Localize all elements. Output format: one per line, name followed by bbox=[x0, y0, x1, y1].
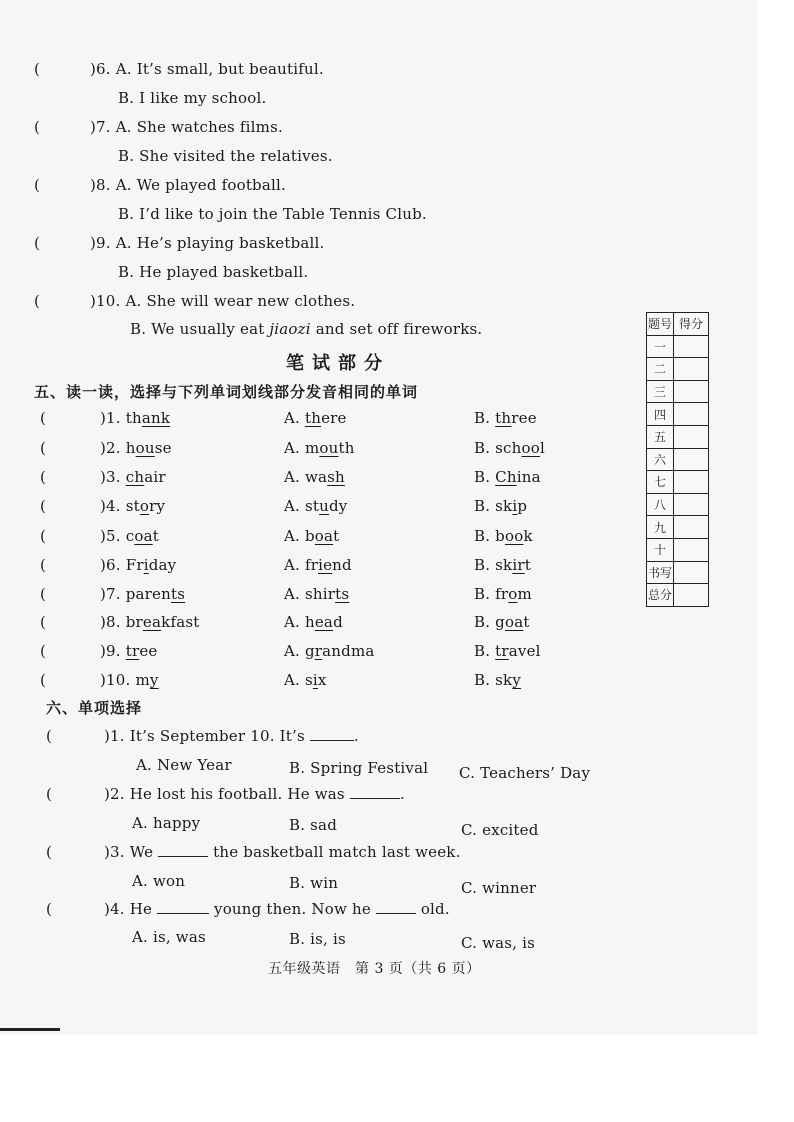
phonics-option-b: B. China bbox=[474, 468, 541, 486]
underlined-part: i bbox=[512, 497, 518, 515]
score-table-item-label: 七 bbox=[647, 471, 674, 494]
score-table-score-cell bbox=[674, 425, 709, 448]
page-fold-mark bbox=[0, 1028, 60, 1031]
phonics-option-b: B. book bbox=[474, 527, 533, 545]
page-footer: 五年级英语 第 3 页（共 6 页） bbox=[268, 961, 481, 977]
answer-paren: ( bbox=[40, 585, 47, 603]
underlined-part: ank bbox=[141, 409, 171, 427]
phonics-option-a: A. mouth bbox=[284, 439, 355, 457]
mc-q3-option-c: C. winner bbox=[461, 879, 537, 897]
score-table-row bbox=[647, 493, 709, 516]
mc-q3-stem: )3. We the basketball match last week. bbox=[104, 843, 461, 861]
score-table-row bbox=[647, 358, 709, 381]
phonics-target-word: )5. coat bbox=[100, 527, 159, 545]
answer-blank bbox=[158, 844, 208, 857]
score-table-score-cell bbox=[674, 380, 709, 403]
underlined-part: ch bbox=[125, 468, 145, 486]
answer-paren: ( bbox=[34, 176, 40, 194]
phonics-option-a: A. grandma bbox=[284, 642, 375, 660]
underlined-part: ea bbox=[142, 613, 162, 631]
mc-q2-option-a: A. happy bbox=[132, 814, 201, 832]
score-table-row bbox=[647, 471, 709, 494]
score-table-row bbox=[647, 561, 709, 584]
phonics-option-a: A. boat bbox=[284, 527, 340, 545]
mc-q4-option-c: C. was, is bbox=[461, 934, 535, 952]
phonics-option-a: A. wash bbox=[284, 468, 345, 486]
phonics-option-a: A. head bbox=[284, 613, 343, 631]
answer-paren: ( bbox=[40, 613, 47, 631]
underlined-part: sh bbox=[327, 468, 345, 486]
score-table-item-label: 总分 bbox=[647, 584, 674, 607]
underlined-part: oo bbox=[521, 439, 540, 457]
underlined-part: ea bbox=[314, 613, 334, 631]
phonics-option-b: B. from bbox=[474, 585, 532, 603]
answer-paren: ( bbox=[40, 527, 47, 545]
answer-blank bbox=[157, 901, 209, 914]
mc-q2-option-b: B. sad bbox=[289, 816, 338, 834]
underlined-part: Ch bbox=[495, 468, 517, 486]
phonics-option-b: B. skirt bbox=[474, 556, 531, 574]
phonics-target-word: )6. Friday bbox=[100, 556, 177, 574]
mc-q2-option-c: C. excited bbox=[461, 821, 539, 839]
answer-paren: ( bbox=[40, 439, 47, 457]
underlined-part: y bbox=[149, 671, 159, 689]
score-table-score-cell bbox=[674, 516, 709, 539]
listening-item-10-b: B. We usually eat jiaozi and set off fireworks. bbox=[130, 320, 483, 338]
phonics-target-word: )7. parents bbox=[100, 585, 186, 603]
answer-blank bbox=[350, 786, 400, 799]
answer-paren: ( bbox=[34, 292, 40, 310]
underlined-part: ts bbox=[335, 585, 350, 603]
phonics-option-a: A. shirts bbox=[284, 585, 350, 603]
answer-paren: ( bbox=[40, 497, 47, 515]
phonics-option-b: B. skip bbox=[474, 497, 528, 515]
score-table-item-label: 十 bbox=[647, 538, 674, 561]
score-table-row bbox=[647, 584, 709, 607]
underlined-part: ie bbox=[318, 556, 333, 574]
score-table-row bbox=[647, 448, 709, 471]
phonics-target-word: )9. tree bbox=[100, 642, 158, 660]
mc-q1-option-a: A. New Year bbox=[136, 756, 232, 774]
phonics-target-word: )10. my bbox=[100, 671, 159, 689]
score-table-score-cell bbox=[674, 448, 709, 471]
phonics-target-word: )8. breakfast bbox=[100, 613, 200, 631]
answer-paren: ( bbox=[34, 118, 40, 136]
score-table-score-cell bbox=[674, 358, 709, 381]
score-table-item-label: 一 bbox=[647, 335, 674, 358]
score-table-row bbox=[647, 335, 709, 358]
answer-paren: ( bbox=[40, 468, 47, 486]
underlined-part: ts bbox=[171, 585, 186, 603]
score-table-item-label: 八 bbox=[647, 493, 674, 516]
written-section-title: 笔试部分 bbox=[286, 353, 390, 374]
phonics-option-a: A. six bbox=[284, 671, 327, 689]
score-table-header-score: 得分 bbox=[674, 313, 709, 336]
score-table-score-cell bbox=[674, 335, 709, 358]
phonics-option-b: B. three bbox=[474, 409, 537, 427]
phonics-option-a: A. study bbox=[284, 497, 348, 515]
phonics-option-b: B. sky bbox=[474, 671, 522, 689]
underlined-part: i bbox=[143, 556, 149, 574]
listening-item-7-b: B. She visited the relatives. bbox=[118, 147, 333, 165]
underlined-part: o bbox=[139, 497, 150, 515]
score-table-score-cell bbox=[674, 471, 709, 494]
underlined-part: r bbox=[314, 642, 323, 660]
phonics-target-word: )4. story bbox=[100, 497, 166, 515]
score-table-score-cell bbox=[674, 584, 709, 607]
answer-blank bbox=[310, 728, 354, 741]
section-6-title: 六、单项选择 bbox=[46, 699, 143, 717]
score-table-score-cell bbox=[674, 403, 709, 426]
mc-q4-stem: )4. He young then. Now he old. bbox=[104, 900, 450, 918]
phonics-option-b: B. travel bbox=[474, 642, 541, 660]
mc-q1-option-b: B. Spring Festival bbox=[289, 759, 429, 777]
listening-item-7-a: )7. A. She watches films. bbox=[90, 118, 283, 136]
underlined-part: tr bbox=[495, 642, 509, 660]
underlined-part: th bbox=[495, 409, 512, 427]
score-table-item-label: 五 bbox=[647, 425, 674, 448]
phonics-option-a: A. friend bbox=[284, 556, 352, 574]
listening-item-9-a: )9. A. He’s playing basketball. bbox=[90, 234, 325, 252]
score-table-header-item: 题号 bbox=[647, 313, 674, 336]
phonics-target-word: )3. chair bbox=[100, 468, 166, 486]
underlined-part: i bbox=[312, 671, 318, 689]
score-table-score-cell bbox=[674, 493, 709, 516]
answer-paren: ( bbox=[40, 671, 47, 689]
listening-item-6-b: B. I like my school. bbox=[118, 89, 267, 107]
mc-q3-option-a: A. won bbox=[132, 872, 186, 890]
score-table-score-cell bbox=[674, 561, 709, 584]
underlined-part: o bbox=[508, 585, 518, 603]
phonics-option-a: A. there bbox=[284, 409, 347, 427]
underlined-part: ou bbox=[319, 439, 339, 457]
listening-item-8-a: )8. A. We played football. bbox=[90, 176, 286, 194]
listening-item-9-b: B. He played basketball. bbox=[118, 263, 309, 281]
underlined-part: ou bbox=[135, 439, 155, 457]
underlined-part: oa bbox=[504, 613, 524, 631]
listening-item-10-a: )10. A. She will wear new clothes. bbox=[90, 292, 356, 310]
phonics-option-b: B. school bbox=[474, 439, 545, 457]
underlined-part: ir bbox=[512, 556, 525, 574]
answer-paren: ( bbox=[46, 900, 52, 918]
underlined-part: th bbox=[304, 409, 322, 427]
underlined-part: y bbox=[512, 671, 522, 689]
score-table-item-label: 九 bbox=[647, 516, 674, 539]
listening-item-6-a: )6. A. It’s small, but beautiful. bbox=[90, 60, 324, 78]
answer-paren: ( bbox=[40, 556, 47, 574]
section-5-title: 五、读一读，选择与下列单词划线部分发音相同的单词 bbox=[34, 383, 419, 401]
score-table-row bbox=[647, 538, 709, 561]
answer-paren: ( bbox=[34, 234, 40, 252]
answer-paren: ( bbox=[40, 409, 47, 427]
answer-paren: ( bbox=[46, 843, 52, 861]
answer-blank bbox=[376, 901, 416, 914]
score-table-item-label: 六 bbox=[647, 448, 674, 471]
underlined-part: oo bbox=[504, 527, 524, 545]
mc-q1-stem: )1. It’s September 10. It’s . bbox=[104, 727, 359, 745]
score-table-row bbox=[647, 403, 709, 426]
score-table-item-label: 二 bbox=[647, 358, 674, 381]
score-table-item-label: 三 bbox=[647, 380, 674, 403]
phonics-target-word: )1. thank bbox=[100, 409, 171, 427]
underlined-part: tr bbox=[125, 642, 140, 660]
underlined-part: oa bbox=[134, 527, 153, 545]
mc-q4-option-a: A. is, was bbox=[132, 928, 206, 946]
score-table-item-label: 四 bbox=[647, 403, 674, 426]
mc-q4-option-b: B. is, is bbox=[289, 930, 346, 948]
score-table-row bbox=[647, 516, 709, 539]
score-table-score-cell bbox=[674, 538, 709, 561]
mc-q3-option-b: B. win bbox=[289, 874, 339, 892]
answer-paren: ( bbox=[34, 60, 40, 78]
score-table bbox=[646, 312, 709, 607]
phonics-target-word: )2. house bbox=[100, 439, 172, 457]
answer-paren: ( bbox=[46, 785, 52, 803]
answer-paren: ( bbox=[40, 642, 47, 660]
underlined-part: u bbox=[319, 497, 329, 515]
phonics-option-b: B. goat bbox=[474, 613, 530, 631]
listening-item-8-b: B. I’d like to join the Table Tennis Club. bbox=[118, 205, 427, 223]
score-table-header bbox=[647, 313, 709, 336]
underlined-part: oa bbox=[314, 527, 334, 545]
mc-q2-stem: )2. He lost his football. He was . bbox=[104, 785, 405, 803]
score-table-row bbox=[647, 425, 709, 448]
score-table-row bbox=[647, 380, 709, 403]
score-table-item-label: 书写 bbox=[647, 561, 674, 584]
answer-paren: ( bbox=[46, 727, 52, 745]
mc-q1-option-c: C. Teachers’ Day bbox=[459, 764, 591, 782]
